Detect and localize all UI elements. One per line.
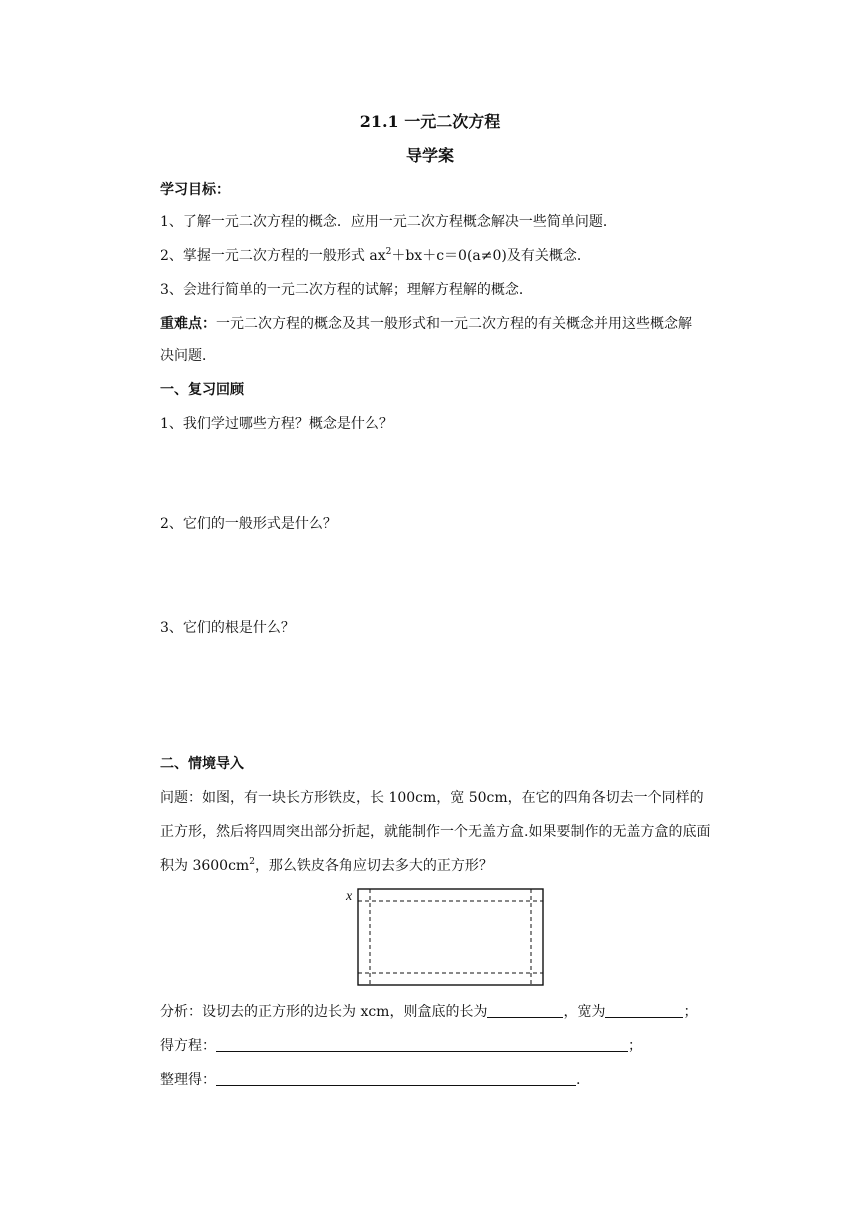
- document-title: 21.1 一元二次方程: [359, 112, 501, 131]
- scenario-heading: 二、情境导入: [160, 756, 244, 772]
- objective-3: 3、会进行简单的一元二次方程的试解；理解方程解的概念．: [160, 282, 533, 298]
- sheet-outline: [358, 889, 543, 985]
- equation-blank[interactable]: [216, 1037, 628, 1052]
- width-blank[interactable]: [605, 1003, 683, 1018]
- difficulty-label: 重难点：: [160, 316, 216, 332]
- equation-line: 得方程： ；: [160, 1038, 642, 1054]
- review-question-3: 3、它们的根是什么？: [160, 620, 295, 636]
- difficulty-line-2: 决问题．: [160, 348, 216, 364]
- objective-2: 2、掌握一元二次方程的一般形式 $ax^2+bx+c=0(a\ne 0)$及有关概念．: [160, 247, 591, 264]
- figure-x-label: x: [346, 889, 353, 904]
- review-heading: 一、复习回顾: [160, 382, 244, 398]
- scenario-line-3: 积为 $3600cm^2$，那么铁皮各角应切去多大的正方形？: [160, 857, 493, 874]
- length-blank[interactable]: [487, 1003, 563, 1018]
- scenario-line-1: 问题：如图，有一块长方形铁皮，长 100cm，宽 50cm，在它的四角各切去一个同样的: [160, 790, 704, 806]
- simplify-line: 整理得： .: [160, 1072, 581, 1088]
- iron-sheet-figure: [340, 884, 550, 994]
- objective-1: 1、了解一元二次方程的概念．应用一元二次方程概念解决一些简单问题．: [160, 214, 617, 230]
- simplify-blank[interactable]: [216, 1071, 576, 1086]
- objectives-heading: 学习目标：: [160, 182, 230, 198]
- difficulty-line-1: 重难点：一元二次方程的概念及其一般形式和一元二次方程的有关概念并用这些概念解: [160, 316, 692, 332]
- review-question-1: 1、我们学过哪些方程？概念是什么？: [160, 416, 393, 432]
- review-question-2: 2、它们的一般形式是什么？: [160, 516, 337, 532]
- analysis-line: 分析：设切去的正方形的边长为 xcm，则盒底的长为 ，宽为 ；: [160, 1004, 698, 1020]
- scenario-line-2: 正方形，然后将四周突出部分折起，就能制作一个无盖方盒.如果要制作的无盖方盒的底面: [160, 824, 711, 840]
- iron-sheet-diagram: [340, 884, 550, 990]
- document-subtitle: 导学案: [405, 146, 454, 165]
